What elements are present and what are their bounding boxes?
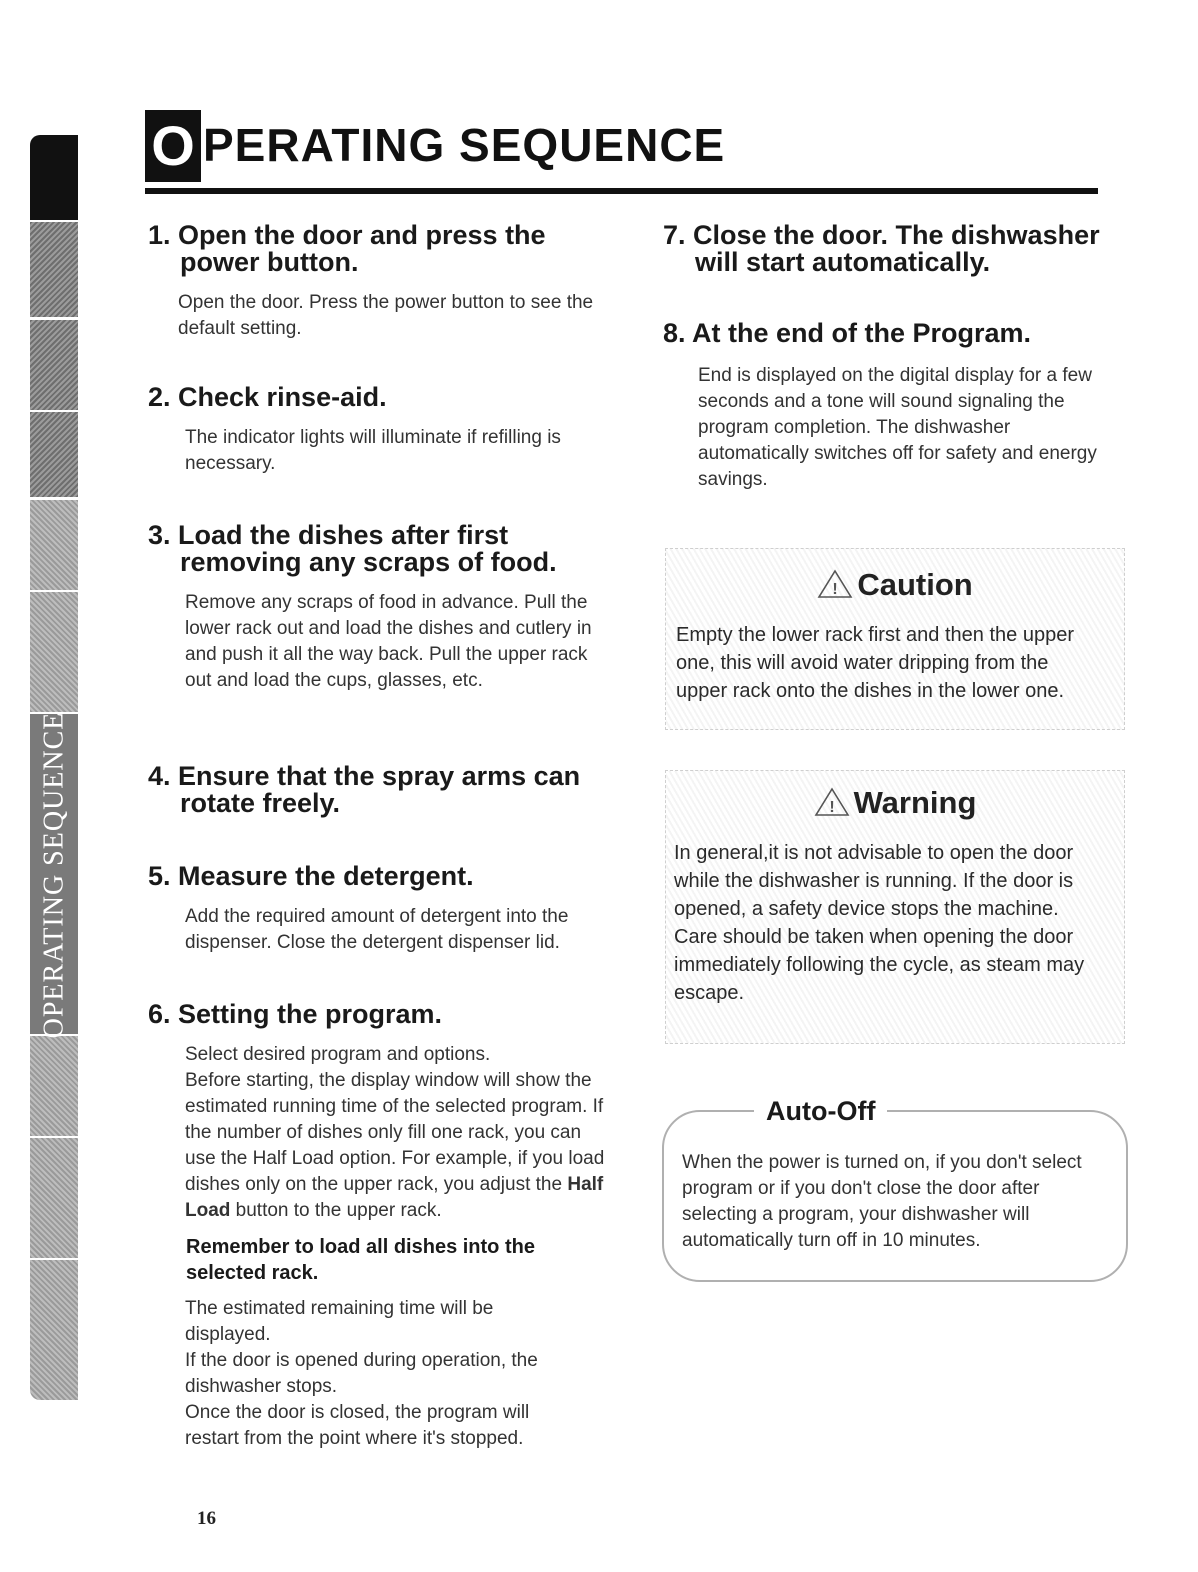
step-body: The indicator lights will illuminate if refilling is necessary. (185, 427, 561, 474)
half-load-label: Half Load (185, 1174, 604, 1221)
step-heading: 5. Measure the detergent. (148, 861, 474, 891)
side-tab-9 (30, 1260, 78, 1400)
step-heading: 6. Setting the program. (148, 999, 443, 1029)
caution-text: Empty the lower rack first and then the upper one, this will avoid water dripping from the upper rack onto the dishes in the lower one. (676, 624, 1074, 702)
warning-text: In general,it is not advisable to open the door while the dishwasher is running. If the door is opened, a safety device stops the machine. Care should be taken when opening the door immediately following the cycle, as steam may escape. (674, 842, 1085, 1004)
step-heading: 3. Load the dishes after first removing any scraps of food. (148, 520, 557, 577)
step-4 (148, 763, 618, 817)
step-7 (663, 222, 1133, 276)
side-tab-2 (30, 222, 78, 317)
autooff-box (662, 1096, 1128, 1282)
step-body-tail: button to the upper rack. (235, 1200, 442, 1221)
autooff-text: When the power is turned on, if you don't select program or if you don't close the door after selecting a program, your dishwasher will automatically turn off in 10 minutes. (682, 1152, 1082, 1251)
step-body-paragraph (185, 1068, 610, 1224)
step-5 (148, 863, 618, 956)
step-heading: 4. Ensure that the spray arms can rotate freely. (148, 761, 581, 818)
autooff-title: Auto-Off (754, 1096, 887, 1127)
step-3 (148, 522, 608, 694)
caution-triangle-icon (817, 569, 853, 599)
title-text: PERATING SEQUENCE (203, 119, 726, 171)
caution-title: ! Caution (666, 567, 1124, 603)
warning-title: ! Warning (666, 785, 1124, 821)
side-tab-4 (30, 412, 78, 497)
step-8 (663, 320, 1123, 493)
caution-box (665, 548, 1125, 730)
warning-box (665, 770, 1125, 1044)
step-heading: 8. At the end of the Program. (663, 318, 1032, 348)
step-heading: 7. Close the door. The dishwasher will start automatically. (663, 220, 1100, 277)
side-tab-7 (30, 1036, 78, 1136)
step-heading: 1. Open the door and press the power button. (148, 220, 546, 277)
svg-text:!: ! (832, 581, 838, 598)
step-6 (148, 1001, 618, 1452)
side-section-label: OPERATING SEQUENCE (38, 711, 69, 1039)
step-body: End is displayed on the digital display for a few seconds and a tone will sound signaling the program completion. The dishwasher automatically switches off for safety and energy savings. (698, 365, 1097, 490)
side-tab-8 (30, 1138, 78, 1258)
step-body: Add the required amount of detergent into the dispenser. Close the detergent dispenser lid. (185, 906, 569, 953)
warning-triangle-icon (814, 787, 850, 817)
step-body-line: Select desired program and options. (185, 1044, 491, 1065)
step-after-line-3: Once the door is closed, the program will restart from the point where it's stopped. (185, 1402, 530, 1449)
step-2 (148, 384, 608, 477)
page-title (145, 110, 1098, 194)
step-after-line-1: The estimated remaining time will be displayed. (185, 1298, 494, 1345)
step-heading: 2. Check rinse-aid. (148, 382, 387, 412)
side-tab-3 (30, 320, 78, 410)
svg-text:!: ! (828, 799, 835, 816)
side-tab-6 (30, 592, 78, 712)
page-number: 16 (197, 1508, 216, 1529)
title-initial: O (145, 110, 201, 182)
remember-note: Remember to load all dishes into the selected rack. (186, 1236, 535, 1284)
side-tab-1 (30, 135, 78, 220)
step-after-line-2: If the door is opened during operation, the dishwasher stops. (185, 1350, 538, 1397)
step-body: Remove any scraps of food in advance. Pull the lower rack out and load the dishes and cutlery in and push it all the way back. Pull the upper rack out and load the cups, glasses, etc. (185, 592, 592, 691)
step-body-text: Before starting, the display window will show the estimated running time of the selected program. If the number of dishes only fill one rack, you can use the Half Load option. For example, if you load dishes only on the upper rack, you adjust the (185, 1070, 605, 1195)
side-tab-5 (30, 500, 78, 590)
step-1 (148, 222, 608, 342)
step-body: Open the door. Press the power button to see the default setting. (178, 292, 594, 339)
